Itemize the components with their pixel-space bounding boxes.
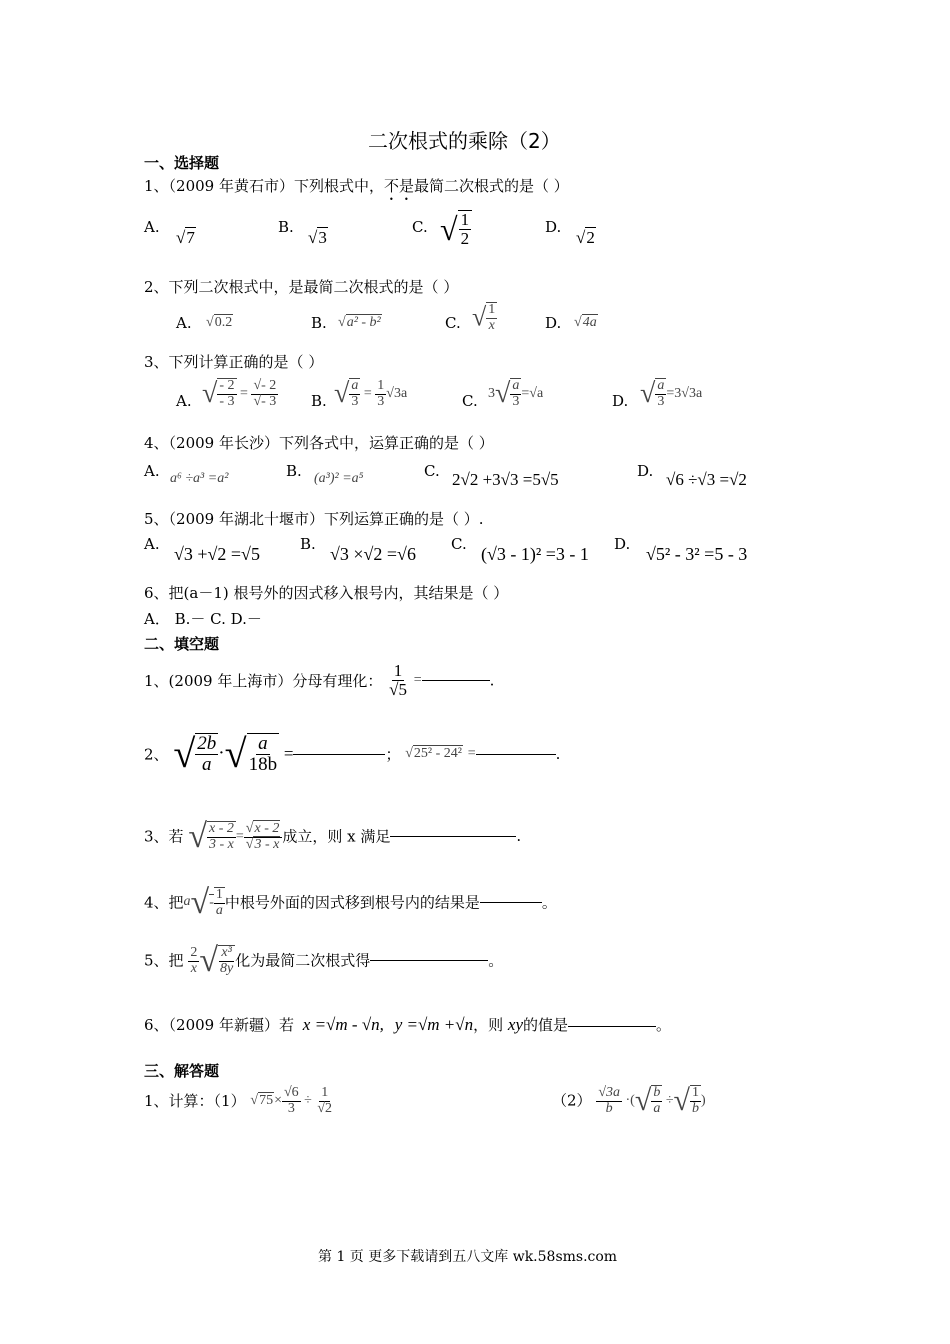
q5-option-b-math: √3 ×√2 =√6 — [330, 544, 416, 564]
f1-eq: = — [413, 672, 422, 688]
f5-num: x³ — [221, 945, 232, 961]
f1-stem: 1、(2009 年上海市）分母有理化： — [144, 671, 383, 690]
q3-b-num: a — [351, 378, 359, 394]
f2-blank-2[interactable] — [476, 753, 556, 755]
f2-stem: 2、 — [144, 745, 169, 764]
f3-l-num: x - 2 — [209, 821, 234, 837]
q3-b-rnum: 1 — [377, 377, 385, 393]
a1-p1-num: √6 — [283, 1085, 299, 1100]
f4-blank[interactable] — [480, 901, 542, 903]
q3-a-rden: √- 3 — [253, 393, 277, 409]
q2-b-radicand: a² - b² — [346, 315, 381, 330]
q1-option-d-math: √2 — [576, 228, 595, 247]
a1-p1-num2: 1 — [321, 1085, 329, 1100]
f5-den: 8y — [220, 961, 234, 976]
q3-b-den: 3 — [351, 394, 359, 409]
q3-a-lnum: - 2 — [219, 378, 235, 394]
q3-b-rden: 3 — [377, 393, 385, 409]
f1-num: 1 — [393, 661, 403, 680]
q2-a-radicand: 0.2 — [214, 315, 233, 330]
question-4-stem: 4、（2009 年长沙）下列各式中，运算正确的是（ ） — [144, 434, 494, 452]
q2-option-d-math: √4a — [574, 315, 597, 330]
f2-a-num: 2b — [197, 732, 217, 754]
q5-option-d-math: √5² - 3² =5 - 3 — [646, 544, 748, 564]
q2-option-b-math: √a² - b² — [338, 315, 381, 330]
q5-option-a-label: A. — [144, 535, 160, 553]
f5-stem: 5、把 — [144, 951, 184, 970]
f3-tail: 成立，则 x 满足 — [282, 827, 391, 846]
answer-1-part-2: （2） $\frac{√3a}{b}$ ·(√ $\frac{b}{a}$ ÷√ $\frac{1}{b}$ ) — [552, 1084, 706, 1117]
q1-c-den: 2 — [460, 228, 470, 248]
f5-c-num: 2 — [190, 944, 198, 960]
question-2-stem: 2、下列二次根式中，是最简二次根式的是（ ） — [144, 278, 459, 296]
q3-b-tail: √3a — [386, 386, 408, 401]
fill-4: 4、把a√- $\frac{1}{a}$ 中根号外面的因式移到根号内的结果是 。 — [144, 884, 557, 921]
q2-option-a-math: √0.2 — [206, 315, 233, 330]
q1-option-d-label: D. — [545, 218, 562, 236]
f1-end: . — [489, 671, 495, 690]
q4-option-c-label: C. — [424, 462, 440, 480]
q1-option-b-label: B. — [278, 218, 294, 236]
f4-tail: 中根号外面的因式移到根号内的结果是 — [224, 893, 480, 912]
f3-blank[interactable] — [390, 835, 516, 837]
section-heading-answer: 三、解答题 — [144, 1062, 220, 1080]
q3-c-den: 3 — [512, 394, 520, 409]
question-5-stem: 5、（2009 年湖北十堰市）下列运算正确的是（ ）. — [144, 510, 484, 528]
q1-c-num: 1 — [460, 210, 470, 229]
q3-c-right: =√a — [521, 386, 544, 401]
q2-option-c-label: C. — [445, 314, 461, 332]
f2-blank-1[interactable] — [293, 753, 385, 755]
q3-option-d-label: D. — [612, 392, 629, 410]
q1-option-a-math: √7 — [176, 228, 195, 247]
q3-option-d-math: √ $\frac{a}{3}$ =3√3a — [640, 378, 703, 409]
q4-option-b-math: (a³)² =a⁵ — [314, 471, 364, 486]
q1-option-a-label: A. — [144, 218, 160, 236]
q5-option-b-label: B. — [300, 535, 316, 553]
a1-p2-in1-den: a — [653, 1101, 661, 1116]
a1-p2-den: b — [605, 1100, 613, 1116]
q4-option-a-math: a⁶ ÷a³ =a² — [170, 471, 229, 486]
q5-option-d-label: D. — [614, 535, 631, 553]
fill-5: 5、把 $\frac{2}{x}$ √ $\frac{\text{x³}}{8y}$ 化为最简二次根式得 。 — [144, 942, 504, 979]
answer-1: 1、计算：（1） √75× $\frac{√6}{3}$ ÷ $\frac{1}{√2}$ — [144, 1085, 333, 1116]
f4-num: 1 — [215, 887, 223, 903]
q4-option-d-label: D. — [637, 462, 654, 480]
q2-option-b-label: B. — [311, 314, 327, 332]
q1-stem-suffix: 最简二次根式的是（ ） — [414, 177, 569, 195]
f2-eq: = — [283, 743, 294, 763]
question-6-options: A． B.－ C. D.－ — [144, 610, 262, 628]
question-3-stem: 3、下列计算正确的是（ ） — [144, 353, 324, 371]
a1-p2-num: √3a — [598, 1084, 621, 1100]
a1-p1-den: 3 — [287, 1100, 295, 1116]
f3-end: . — [516, 827, 522, 846]
q3-d-right: =3√3a — [666, 386, 703, 401]
q3-d-num: a — [657, 378, 665, 394]
q4-option-b-label: B. — [286, 462, 302, 480]
q3-c-pre: 3 — [488, 386, 495, 401]
f4-pre: a — [183, 894, 191, 910]
f4-den: a — [215, 903, 223, 918]
f2-a-den: a — [202, 753, 212, 775]
question-1-stem — [144, 175, 569, 204]
f6-y: y =√m +√n — [394, 1015, 474, 1034]
fill-3: 3、若 √ $\frac{x - 2}{3 - x}$ = $\frac{√x - 2}{√3 - x}$ 成立，则 x 满足 . — [144, 818, 522, 855]
q2-option-a-label: A. — [176, 314, 192, 332]
f2-b-den: 18b — [248, 753, 278, 775]
q1-option-b-math: √3 — [308, 228, 327, 247]
q1-stem-prefix: 1、（2009 年黄石市）下列根式中， — [144, 177, 384, 195]
page-title: 二次根式的乘除（2） — [368, 129, 561, 153]
q3-c-num: a — [512, 378, 520, 394]
q3-a-rnum: √- 2 — [253, 377, 277, 393]
q3-option-c-label: C. — [462, 392, 478, 410]
a1-p1-rad: 75 — [259, 1093, 274, 1109]
q1-option-c-label: C. — [412, 218, 428, 236]
section-heading-fill: 二、填空题 — [144, 635, 220, 653]
f6-blank[interactable] — [568, 1025, 656, 1027]
a1-p2-label: （2） — [552, 1091, 592, 1110]
f6-tail: 的值是 — [523, 1016, 569, 1034]
f6-end: 。 — [656, 1016, 672, 1034]
fill-6 — [144, 1014, 671, 1035]
q1-option-c-math: √ $\frac{1}{2}$ — [440, 210, 472, 248]
a1-p2-in1-num: b — [653, 1085, 661, 1101]
q4-option-a-label: A. — [144, 462, 160, 480]
f2-sep: ； — [385, 745, 401, 764]
f5-c-den: x — [190, 960, 197, 976]
a1-p2-in2-den: b — [691, 1101, 699, 1116]
f3-l-den: 3 - x — [209, 837, 234, 852]
q2-c-den: x — [488, 317, 495, 333]
q3-option-a-label: A. — [176, 392, 192, 410]
q4-option-d-math: √6 ÷√3 =√2 — [666, 470, 747, 489]
fill-2: 2、 √ $\frac{2b}{a}$ ·√ $\frac{a}{18b}$ = ； √25² - 24² = . — [144, 731, 561, 776]
q5-option-c-math: (√3 - 1)² =3 - 1 — [481, 544, 589, 564]
q3-option-c-math: 3√ $\frac{a}{3}$ =√a — [488, 378, 544, 409]
q1-b-radicand: 3 — [318, 228, 327, 247]
q3-option-b-label: B. — [311, 392, 327, 410]
q3-option-a-math: √ $\frac{- 2}{- 3}$ = $\frac{√- 2}{√- 3}$ — [202, 377, 277, 409]
q1-emphasis: 不是 — [384, 177, 415, 195]
f5-blank[interactable] — [370, 959, 488, 961]
q1-a-radicand: 7 — [186, 228, 195, 247]
q3-a-lden: - 3 — [219, 394, 235, 409]
f2-eq2: = — [467, 745, 476, 761]
f2-end: . — [555, 744, 561, 763]
q5-option-c-label: C. — [451, 535, 467, 553]
f2-b-num: a — [258, 732, 268, 754]
f1-blank[interactable] — [422, 679, 490, 681]
q1-d-radicand: 2 — [586, 228, 595, 247]
f6-mid: ，则 — [473, 1016, 504, 1034]
q2-c-num: 1 — [488, 302, 496, 317]
f5-tail: 化为最简二次根式得 — [235, 951, 371, 970]
q2-option-d-label: D. — [545, 314, 562, 332]
question-6-stem: 6、把(a－1) 根号外的因式移入根号内，其结果是（ ） — [144, 584, 509, 602]
q3-option-b-math: √ $\frac{a}{3}$ = $\frac{1}{3}$ √3a — [334, 377, 408, 409]
f6-x: x =√m - √n, — [302, 1015, 384, 1034]
a1-stem: 1、计算：（1） — [144, 1091, 246, 1110]
f6-stem: 6、（2009 年新疆）若 — [144, 1016, 294, 1034]
f3-stem: 3、若 — [144, 827, 184, 846]
q5-option-a-math: √3 +√2 =√5 — [174, 544, 260, 564]
a1-p2-in2-num: 1 — [691, 1085, 699, 1101]
fill-1 — [144, 662, 494, 699]
q2-option-c-math: √ $\frac{1}{x}$ — [472, 302, 496, 333]
q4-option-c-math: 2√2 +3√3 =5√5 — [452, 470, 559, 489]
f4-stem: 4、把 — [144, 893, 184, 912]
q3-d-den: 3 — [657, 394, 665, 409]
q2-d-radicand: 4a — [582, 315, 597, 330]
section-heading-choice: 一、选择题 — [144, 154, 220, 172]
f1-den: √5 — [389, 679, 407, 699]
f3-r-den: 3 - x — [254, 836, 280, 852]
page-footer: 第 1 页 更多下载请到五八文库 wk.58sms.com — [318, 1249, 618, 1265]
f4-minus: - — [209, 895, 214, 910]
f2-rad: 25² - 24² — [413, 745, 462, 761]
a1-p1-den2: √2 — [317, 1100, 333, 1116]
f6-xy: xy — [507, 1015, 524, 1034]
f5-end: 。 — [488, 951, 504, 970]
f3-r-num: x - 2 — [254, 820, 280, 836]
f4-end: 。 — [541, 893, 557, 912]
